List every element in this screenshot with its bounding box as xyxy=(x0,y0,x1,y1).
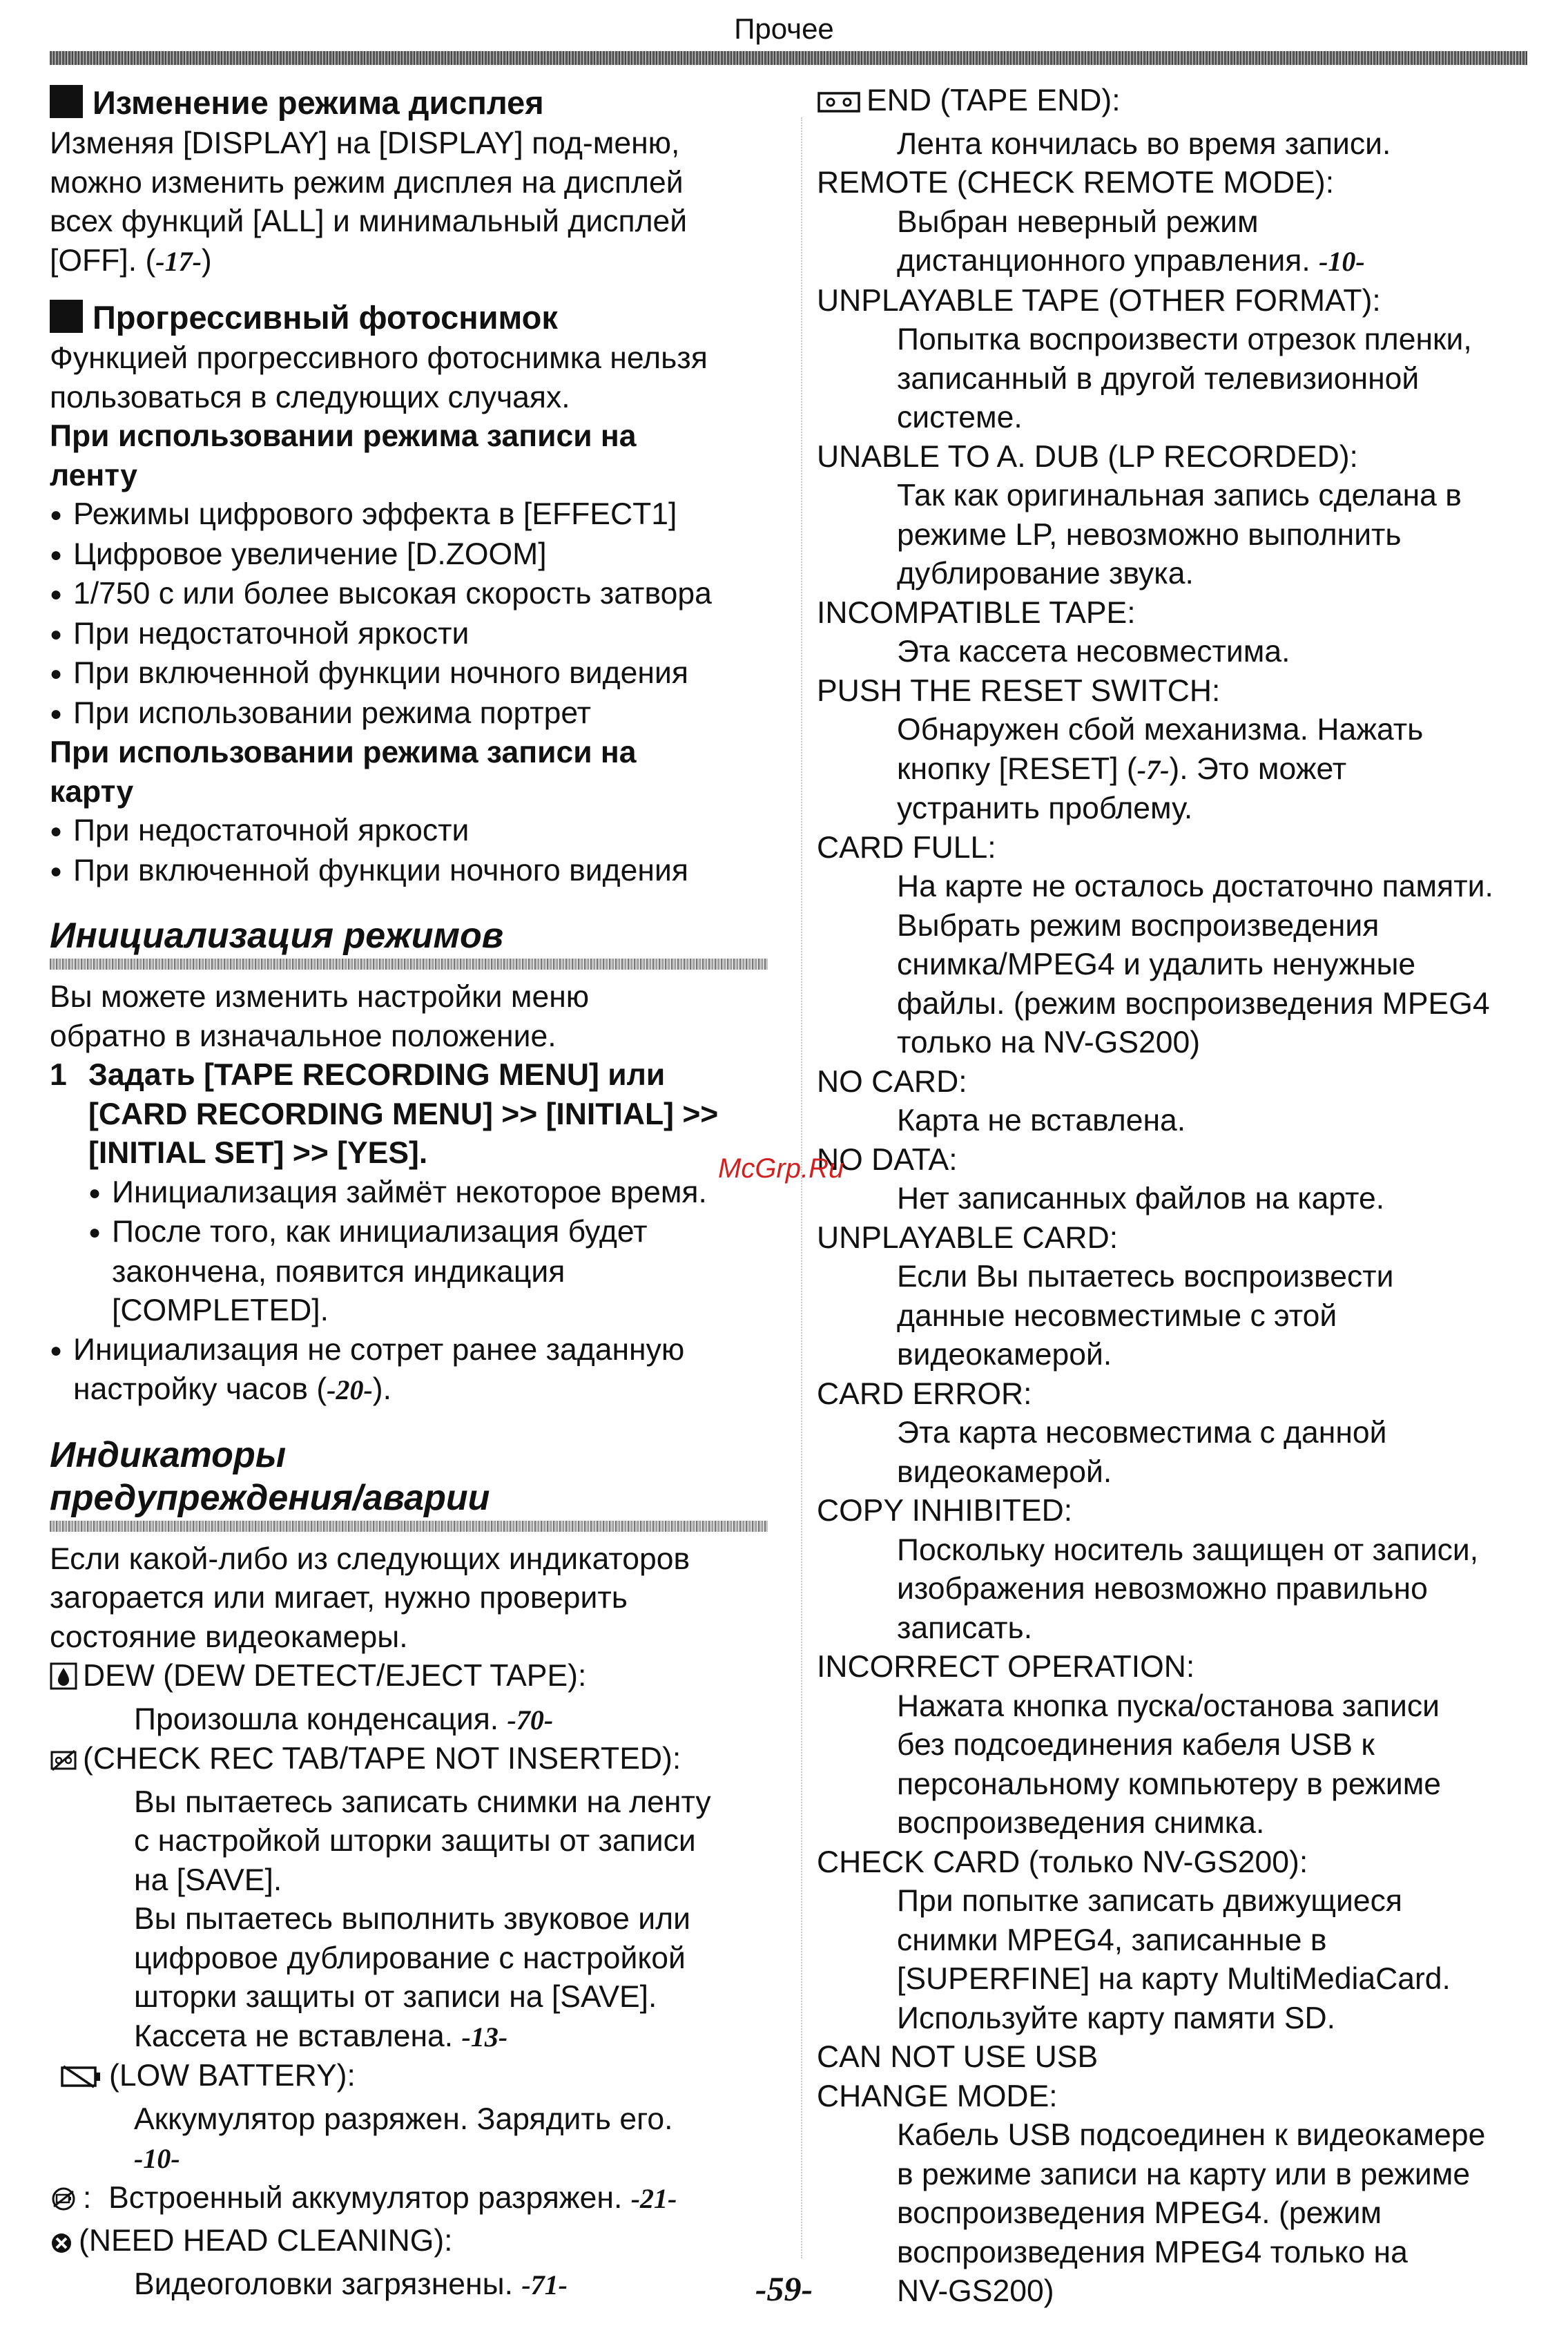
text-line: цифровое дублирование с настройкой xyxy=(134,1941,686,1975)
text-line: данные несовместимые с этой xyxy=(897,1298,1337,1333)
incorrect-operation-label: INCORRECT OPERATION: xyxy=(817,1650,1195,1684)
page-ref: -20- xyxy=(327,1374,373,1405)
text-line: кнопку [RESET] (-7-). Это может xyxy=(897,751,1347,786)
rec-tab-indicator: (CHECK REC TAB/TAPE NOT INSERTED): xyxy=(50,1740,782,1783)
bold-subheading: карту xyxy=(50,774,134,809)
watermark: McGrp.Ru xyxy=(718,1153,844,1184)
bold-subheading: ленту xyxy=(50,458,137,492)
init-section-title: Инициализация режимов xyxy=(50,916,504,956)
text-line: только на NV-GS200) xyxy=(897,1026,1201,1059)
copy-inhibited-label: COPY INHIBITED: xyxy=(817,1494,1073,1528)
left-column xyxy=(50,81,782,2305)
text-line: На карте не осталось достаточно памяти. xyxy=(897,869,1493,903)
text-line: изображения невозможно правильно xyxy=(897,1572,1428,1606)
page-ref: -70- xyxy=(507,1704,554,1736)
text-line: Поскольку носитель защищен от записи, xyxy=(897,1532,1479,1567)
text-line: файлы. (режим воспроизведения MPEG4 xyxy=(897,986,1490,1021)
warnings-section-title: предупреждения/аварии xyxy=(50,1477,490,1518)
text-line: Так как оригинальная запись сделана в xyxy=(897,479,1462,512)
tape-end-icon xyxy=(817,86,861,125)
sub-bullet-item: ● После того, как инициализация будет xyxy=(50,1213,782,1253)
step-number: 1 xyxy=(50,1058,67,1092)
text-line: снимка/MPEG4 и удалить ненужные xyxy=(897,948,1416,981)
bullet-item: ● При недостаточной яркости xyxy=(50,811,782,852)
text-line: Вы можете изменить настройки меню xyxy=(50,980,590,1014)
no-card-label: NO CARD: xyxy=(817,1064,967,1099)
text-line: с настройкой шторки защиты от записи xyxy=(134,1824,696,1858)
text-line: обратно в изначальное положение. xyxy=(50,1019,556,1053)
bullet-item: ● 1/750 с или более высокая скорость затвора xyxy=(50,575,782,615)
progressive-heading: Прогрессивный фотоснимок xyxy=(50,296,782,339)
text-line: Кабель USB подсоединен к видеокамере xyxy=(897,2118,1486,2152)
text-line: Карта не вставлена. xyxy=(897,1104,1186,1137)
text-line: закончена, появится индикация xyxy=(112,1254,565,1289)
usb-label: CHANGE MODE: xyxy=(817,2079,1058,2113)
text-line: Произошла конденсация. -70- xyxy=(134,1702,554,1736)
text-line: без подсоединения кабеля USB к xyxy=(897,1728,1375,1762)
adub-label: UNABLE TO A. DUB (LP RECORDED): xyxy=(817,439,1358,474)
page-header: Прочее xyxy=(734,12,834,45)
page-ref: -10- xyxy=(1319,246,1365,277)
internal-battery-indicator: : Встроенный аккумулятор разряжен. -21- xyxy=(50,2179,782,2222)
tape-end-indicator: END (TAPE END): xyxy=(817,81,1535,125)
page-ref-line xyxy=(50,2139,782,2179)
text-line: Видеоголовки загрязнены. -71- xyxy=(134,2267,568,2301)
text-line: [COMPLETED]. xyxy=(112,1294,329,1327)
text-line: Изменяя [DISPLAY] на [DISPLAY] под-меню, xyxy=(50,126,680,160)
bullet-item: ● При включенной функции ночного видения xyxy=(50,852,782,892)
text-line: Эта карта несовместима с данной xyxy=(897,1416,1387,1450)
text-line: воспроизведения MPEG4 только на xyxy=(897,2235,1408,2269)
text-line: Выбрать режим воспроизведения xyxy=(897,908,1380,943)
text-line: на [SAVE]. xyxy=(134,1863,282,1897)
text-line: воспроизведения снимка. xyxy=(897,1806,1265,1840)
card-error-label: CARD ERROR: xyxy=(817,1376,1032,1411)
unplayable-tape-label: UNPLAYABLE TAPE (OTHER FORMAT): xyxy=(817,283,1381,318)
internal-battery-icon xyxy=(50,2183,77,2222)
bold-subheading: При использовании режима записи на xyxy=(50,419,637,453)
text-line: настройку часов (-20-). xyxy=(73,1372,391,1406)
text-line: снимки MPEG4, записанные в xyxy=(897,1923,1327,1957)
text-line: [SUPERFINE] на карту MultiMediaCard. xyxy=(897,1962,1451,1996)
page-ref: -71- xyxy=(521,2269,568,2300)
page-ref: -13- xyxy=(461,2021,508,2053)
text-line: в режиме записи на карту или в режиме xyxy=(897,2157,1471,2191)
page-ref: -7- xyxy=(1136,753,1170,785)
dew-indicator: DEW (DEW DETECT/EJECT TAPE): xyxy=(50,1657,782,1700)
bullet-item: ● При недостаточной яркости xyxy=(50,615,782,655)
text-line: всех функций [ALL] и минимальный дисплей xyxy=(50,204,688,238)
text-line: Лента кончилась во время записи. xyxy=(897,126,1391,161)
text-line: можно изменить режим дисплея на дисплей xyxy=(50,165,684,200)
text-line: Нет записанных файлов на карте. xyxy=(897,1182,1385,1215)
text-line: видеокамерой. xyxy=(897,1338,1112,1372)
page-ref: -21- xyxy=(630,2182,677,2214)
section-rule xyxy=(50,959,768,970)
text-line: Нажата кнопка пуска/останова записи xyxy=(897,1689,1440,1723)
text-line: персональному компьютеру в режиме xyxy=(897,1767,1442,1801)
step-line: 1 Задать [TAPE RECORDING MENU] или xyxy=(50,1056,782,1095)
bullet-item: ● Режимы цифрового эффекта в [EFFECT1] xyxy=(50,495,782,535)
text-line: Используйте карту памяти SD. xyxy=(897,2001,1336,2035)
page-ref: -10- xyxy=(134,2143,180,2174)
display-mode-heading: Изменение режима дисплея xyxy=(50,81,782,124)
text-line: записанный в другой телевизионной xyxy=(897,361,1420,396)
text-line: Если Вы пытаетесь воспроизвести xyxy=(897,1260,1394,1294)
header-rule xyxy=(50,51,1527,65)
text-line: Аккумулятор разряжен. Зарядить его. xyxy=(134,2102,673,2136)
step-line: [INITIAL SET] >> [YES]. xyxy=(88,1136,428,1170)
text-line: воспроизведения MPEG4. (режим xyxy=(897,2196,1382,2230)
bullet-item: ● Инициализация не сотрет ранее заданную xyxy=(50,1331,782,1371)
check-card-label: CHECK CARD (только NV-GS200): xyxy=(817,1845,1308,1879)
text-line: Выбран неверный режим xyxy=(897,204,1259,239)
bold-subheading: При использовании режима записи на xyxy=(50,736,637,769)
text-line: Вы пытаетесь записать снимки на ленту xyxy=(134,1785,711,1819)
text-line: устранить проблему. xyxy=(897,791,1193,825)
text-line: Если какой-либо из следующих индикаторов xyxy=(50,1541,690,1576)
text-line: дистанционного управления. -10- xyxy=(897,244,1365,278)
bullet-item: ● При использовании режима портрет xyxy=(50,694,782,734)
battery-crossed-icon xyxy=(59,2061,104,2100)
text-line: состояние видеокамеры. xyxy=(50,1619,408,1654)
text-line: Функцией прогрессивного фотоснимка нельзя xyxy=(50,341,708,375)
text-line: При попытке записать движущиеся xyxy=(897,1884,1402,1918)
card-full-label: CARD FULL: xyxy=(817,830,996,865)
text-line: видеокамерой. xyxy=(897,1454,1112,1489)
bullet-item: ● При включенной функции ночного видения xyxy=(50,654,782,694)
dew-drop-icon xyxy=(50,1661,77,1700)
page-number: -59- xyxy=(755,2269,813,2308)
incompatible-tape-label: INCOMPATIBLE TAPE: xyxy=(817,595,1136,630)
text-line: системе. xyxy=(897,401,1023,434)
text-line: Эта кассета несовместима. xyxy=(897,635,1290,669)
column-divider xyxy=(801,117,802,2258)
cassette-crossed-icon xyxy=(50,1744,77,1783)
text-line: Обнаружен сбой механизма. Нажать xyxy=(897,713,1424,747)
text-line: дублирование звука. xyxy=(897,557,1194,590)
warnings-section-title: Индикаторы xyxy=(50,1434,287,1475)
text-line: Кассета не вставлена. -13- xyxy=(134,2019,508,2053)
page-ref: -17- xyxy=(155,245,202,277)
text-line: записать. xyxy=(897,1611,1033,1645)
remote-label: REMOTE (CHECK REMOTE MODE): xyxy=(817,166,1335,200)
text-line: Попытка воспроизвести отрезок пленки, xyxy=(897,323,1472,356)
sub-bullet-item: ● Инициализация займёт некоторое время. xyxy=(50,1173,782,1213)
head-cleaning-indicator: (NEED HEAD CLEANING): xyxy=(50,2222,782,2265)
text-line: NV-GS200) xyxy=(897,2274,1054,2308)
unplayable-card-label: UNPLAYABLE CARD: xyxy=(817,1220,1119,1255)
square-bullet-icon xyxy=(50,300,83,333)
no-data-label: NO DATA: xyxy=(817,1142,958,1177)
text-line: режиме LP, невозможно выполнить xyxy=(897,517,1402,552)
text-line: [OFF]. (-17-) xyxy=(50,243,212,278)
text-line: шторки защиты от записи на [SAVE]. xyxy=(134,1980,657,2014)
square-bullet-icon xyxy=(50,85,83,118)
step-line: [CARD RECORDING MENU] >> [INITIAL] >> xyxy=(88,1097,719,1131)
text-line: загорается или мигает, нужно проверить xyxy=(50,1581,628,1615)
usb-label: CAN NOT USE USB xyxy=(817,2040,1098,2074)
head-cleaning-icon xyxy=(50,2226,73,2265)
low-battery-indicator: (LOW BATTERY): xyxy=(50,2057,782,2100)
right-column xyxy=(817,81,1535,2311)
section-rule xyxy=(50,1521,768,1532)
text-line: пользоваться в следующих случаях. xyxy=(50,380,570,414)
reset-switch-label: PUSH THE RESET SWITCH: xyxy=(817,673,1221,708)
text-line: Вы пытаетесь выполнить звуковое или xyxy=(134,1902,690,1936)
bullet-item: ● Цифровое увеличение [D.ZOOM] xyxy=(50,535,782,575)
